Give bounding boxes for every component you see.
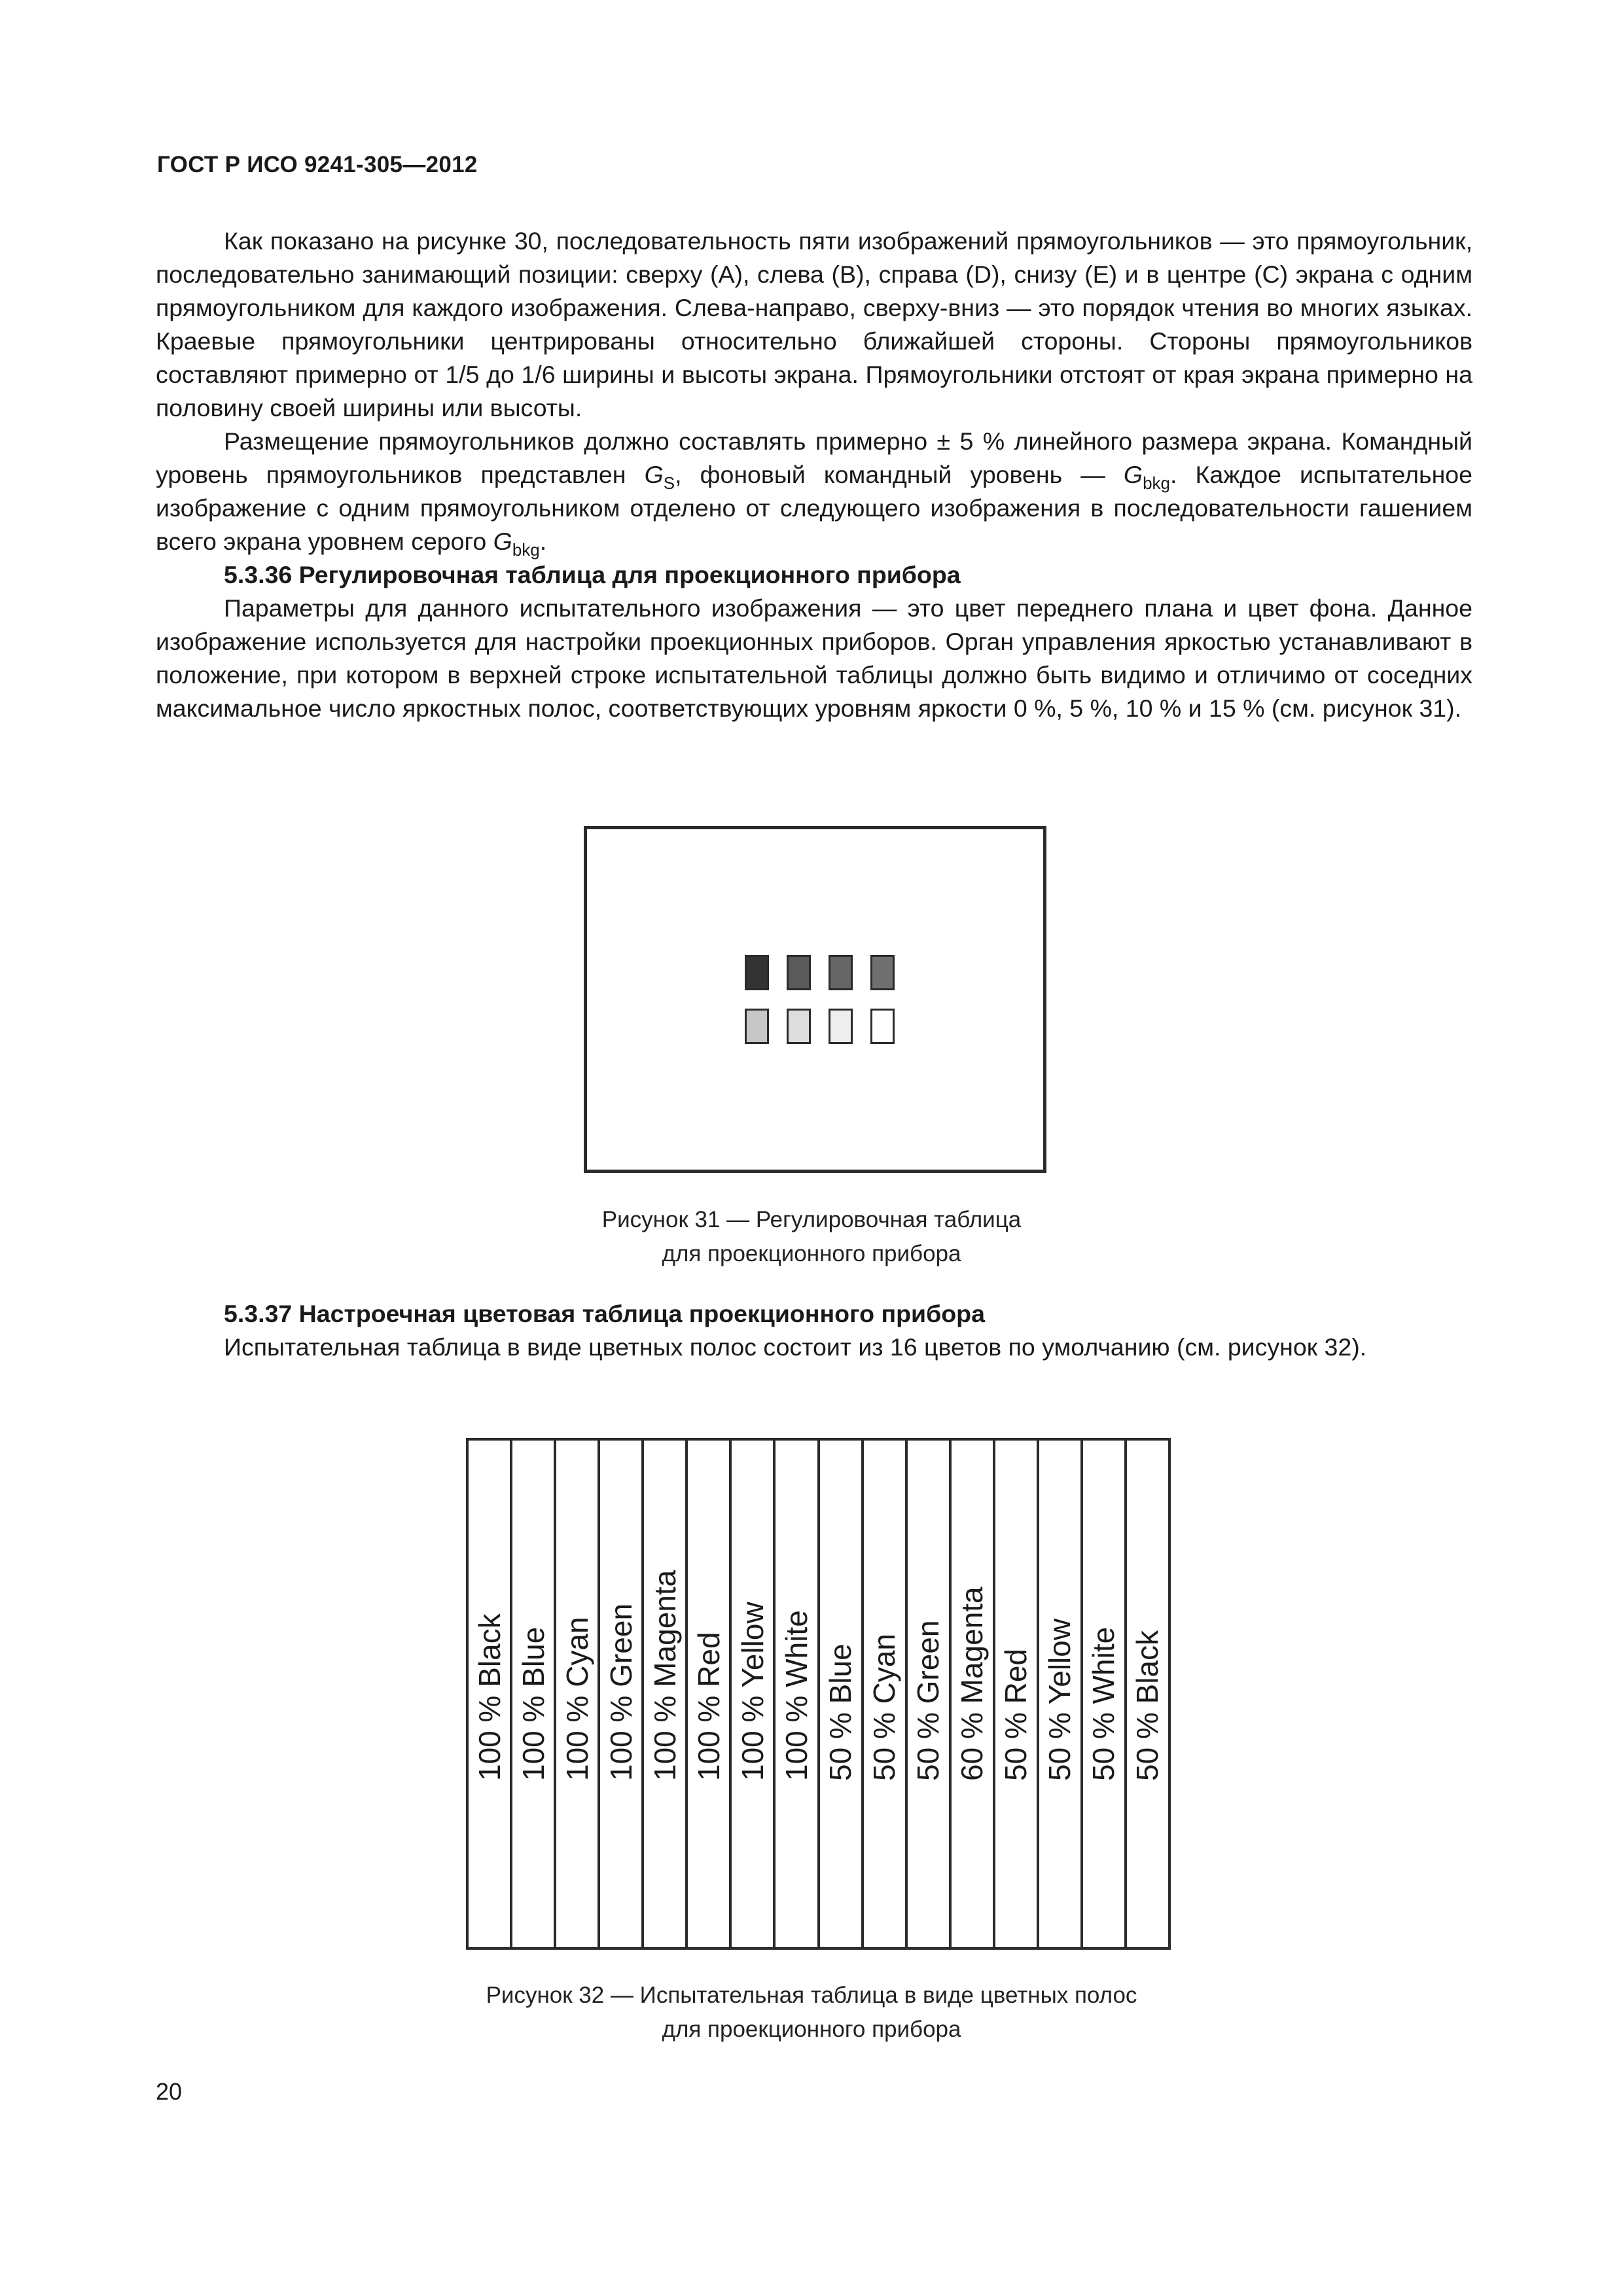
color-stripe bbox=[952, 1441, 995, 1947]
section-heading-5-3-37: 5.3.37 Настроечная цветовая таблица проекционного прибора bbox=[224, 1300, 985, 1327]
color-stripe bbox=[688, 1441, 732, 1947]
paragraph-figure30-description: Как показано на рисунке 30, последовательность пяти изображений прямоугольников — это прямоугольник, последовательно занимающий позиции: сверху (А), слева (В), справа (D), снизу (Е) и в центре (С) экрана с одним прямоугольником для каждого изображения. Слева-направо, сверху-вниз — это порядок чтения во многих языках. Краевые прямоугольники центрированы относительно ближайшей стороны. Стороны прямоугольников составляют примерно от 1/5 до 1/6 ширины и высоты экрана. Прямоугольники отстоят от края экрана примерно на половину своей ширины или высоты. bbox=[156, 227, 1472, 422]
brightness-patch bbox=[787, 1009, 811, 1044]
brightness-patch bbox=[870, 955, 895, 990]
caption-line: для проекционного прибора bbox=[662, 1241, 961, 1266]
brightness-patch bbox=[745, 955, 769, 990]
subscript: bkg bbox=[1143, 473, 1170, 493]
symbol-g: G bbox=[644, 461, 664, 488]
color-stripe bbox=[995, 1441, 1039, 1947]
page-number: 20 bbox=[156, 2078, 183, 2105]
stripe-label: 50 % Cyan bbox=[867, 1633, 902, 1781]
stripe-label: 50 % White bbox=[1086, 1626, 1121, 1781]
symbol-g: G bbox=[493, 528, 512, 555]
caption-line: Рисунок 32 — Испытательная таблица в виде цветных полос bbox=[486, 1982, 1137, 2008]
caption-line: для проекционного прибора bbox=[662, 2017, 961, 2042]
symbol-g: G bbox=[1123, 461, 1143, 488]
stripe-label: 100 % Yellow bbox=[735, 1602, 770, 1781]
paragraph-projector-adjustment: Параметры для данного испытательного изображения — это цвет переднего плана и цвет фона. Данное изображение используется для настройки проекционных приборов. Орган управления яркостью устанавливают в положение, при котором в верхней строке испытательной таблицы должно быть видимо и отличимо от соседних максимальное число яркостных полос, соответствующих уровням яркости 0 %, 5 %, 10 % и 15 % (см. рисунок 31). bbox=[156, 594, 1472, 722]
color-stripe bbox=[1127, 1441, 1168, 1947]
figure31-frame bbox=[584, 826, 1046, 1173]
brightness-patch bbox=[829, 955, 853, 990]
color-stripe bbox=[1039, 1441, 1083, 1947]
stripe-label: 100 % Blue bbox=[516, 1626, 550, 1781]
stripe-label: 50 % Yellow bbox=[1043, 1618, 1077, 1781]
paragraph-rectangle-placement bbox=[156, 425, 1472, 558]
subscript: S bbox=[663, 473, 675, 493]
stripe-label: 60 % Magenta bbox=[955, 1587, 990, 1781]
stripe-label: 100 % Black bbox=[472, 1613, 507, 1781]
color-stripe bbox=[644, 1441, 688, 1947]
color-stripe bbox=[864, 1441, 908, 1947]
paragraph-color-bars: Испытательная таблица в виде цветных полос состоит из 16 цветов по умолчанию (см. рисунок 32). bbox=[224, 1333, 1367, 1361]
color-stripe bbox=[776, 1441, 819, 1947]
caption-line: Рисунок 31 — Регулировочная таблица bbox=[601, 1207, 1022, 1232]
color-stripe bbox=[556, 1441, 600, 1947]
figure32-caption bbox=[0, 1979, 1623, 2047]
stripe-label: 100 % Cyan bbox=[560, 1617, 594, 1781]
color-stripe bbox=[820, 1441, 864, 1947]
brightness-patch bbox=[829, 1009, 853, 1044]
figure32-frame bbox=[466, 1438, 1171, 1950]
color-stripe bbox=[469, 1441, 512, 1947]
brightness-patch bbox=[745, 1009, 769, 1044]
subscript: bkg bbox=[512, 540, 540, 560]
document-header: ГОСТ Р ИСО 9241-305—2012 bbox=[157, 152, 478, 177]
section-5-3-37 bbox=[156, 1297, 1472, 1364]
color-stripe bbox=[732, 1441, 776, 1947]
stripe-label: 50 % Black bbox=[1130, 1630, 1165, 1781]
stripe-label: 50 % Blue bbox=[823, 1643, 857, 1781]
body-text-block bbox=[156, 224, 1472, 725]
figure31-caption bbox=[0, 1203, 1623, 1271]
brightness-patch bbox=[787, 955, 811, 990]
paragraph-text: Размещение прямоугольников должно составлять примерно ± 5 % линейного размера экрана. Командный уровень прямоугольников представлен bbox=[156, 427, 1472, 488]
section-heading-5-3-36: 5.3.36 Регулировочная таблица для проекционного прибора bbox=[224, 561, 961, 588]
color-stripe bbox=[1083, 1441, 1127, 1947]
stripe-label: 50 % Red bbox=[999, 1648, 1033, 1781]
brightness-patch bbox=[870, 1009, 895, 1044]
stripe-label: 100 % Magenta bbox=[647, 1570, 682, 1781]
paragraph-text: . Каждое испытательное изображение с одним прямоугольником отделено от следующего изображения в последовательности гашением всего экрана уровнем серого bbox=[156, 461, 1472, 555]
color-stripe bbox=[512, 1441, 556, 1947]
paragraph-text: . bbox=[539, 528, 547, 555]
stripe-label: 50 % Green bbox=[911, 1620, 946, 1781]
color-stripe bbox=[908, 1441, 952, 1947]
stripe-label: 100 % Green bbox=[603, 1603, 638, 1781]
paragraph-text: , фоновый командный уровень — bbox=[675, 461, 1124, 488]
stripe-label: 100 % Red bbox=[691, 1632, 726, 1781]
color-stripe bbox=[600, 1441, 644, 1947]
stripe-label: 100 % White bbox=[779, 1610, 813, 1781]
